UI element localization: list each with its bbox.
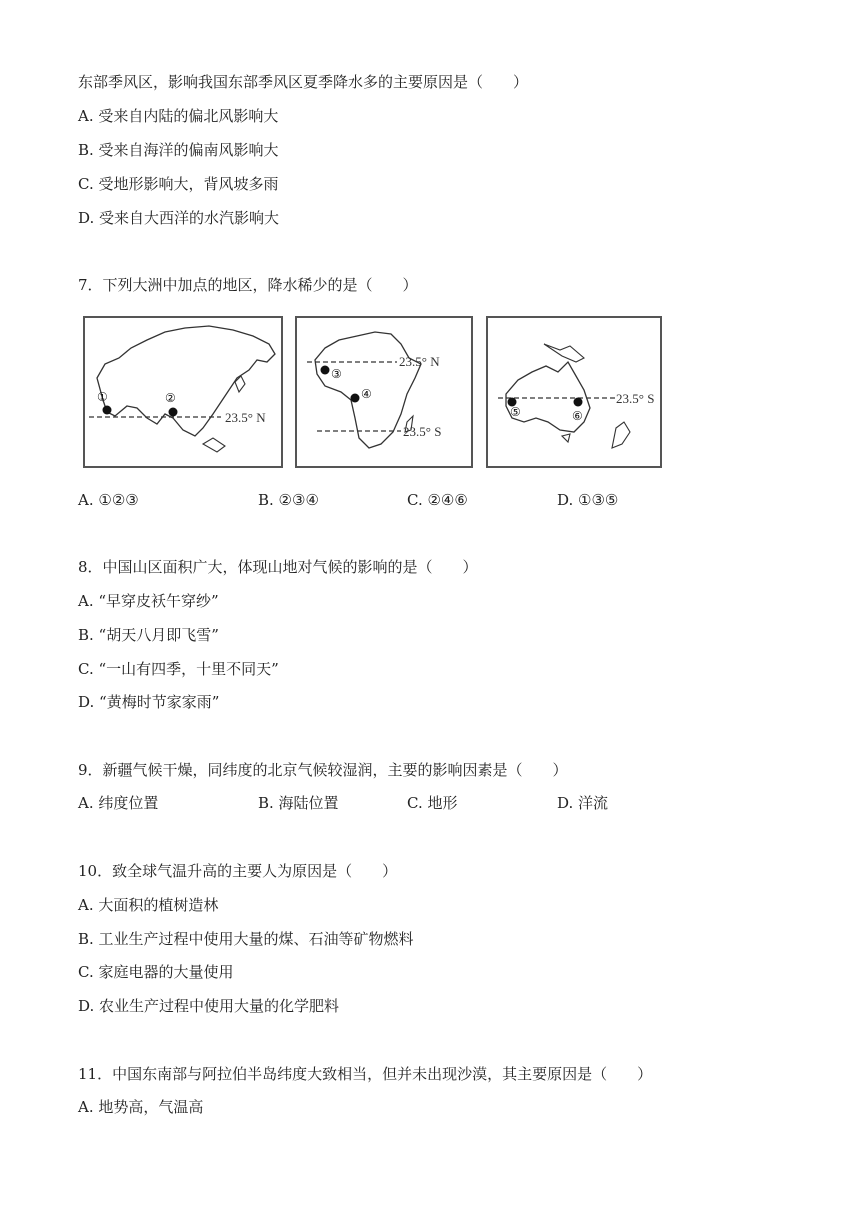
point-5-label: ⑤: [510, 405, 521, 419]
q10-option-a: A. 大面积的植树造林: [78, 896, 219, 914]
q11-option-a: A. 地势高，气温高: [78, 1098, 204, 1116]
point-4-dot: [351, 394, 360, 403]
new-zealand: [612, 422, 630, 448]
tasmania: [562, 434, 570, 442]
point-6-dot: [574, 398, 583, 407]
new-guinea: [544, 344, 584, 362]
indonesia-islands: [203, 438, 225, 452]
q10-option-b: B. 工业生产过程中使用大量的煤、石油等矿物燃料: [78, 930, 414, 948]
point-6-label: ⑥: [572, 409, 583, 423]
q10-option-d: D. 农业生产过程中使用大量的化学肥料: [78, 997, 340, 1015]
point-4-label: ④: [361, 387, 372, 401]
q8-option-d: D. “黄梅时节家家雨”: [78, 693, 220, 711]
q7-option-d: D. ①③⑤: [557, 491, 619, 509]
q10-stem: 10．致全球气温升高的主要人为原因是（ ）: [78, 862, 398, 880]
q6-option-d: D. 受来自大西洋的水汽影响大: [78, 209, 280, 227]
oceania-lat-label: 23.5° S: [616, 391, 655, 406]
point-1-label: ①: [97, 390, 108, 404]
q7-options: [0, 490, 860, 510]
q8-stem: 8．中国山区面积广大，体现山地对气候的影响的是（ ）: [78, 558, 478, 576]
point-2-dot: [169, 408, 178, 417]
q9-option-a: A. 纬度位置: [78, 794, 159, 812]
q9-option-b: B. 海陆位置: [258, 794, 339, 812]
q7-stem: 7．下列大洲中加点的地区，降水稀少的是（ ）: [78, 276, 418, 294]
q8-option-c: C. “一山有四季，十里不同天”: [78, 660, 279, 678]
q7-option-a: A. ①②③: [78, 491, 139, 509]
q9-stem: 9．新疆气候干燥，同纬度的北京气候较湿润，主要的影响因素是（ ）: [78, 761, 568, 779]
africa-map: [295, 316, 473, 468]
oceania-map: [486, 316, 662, 468]
point-3-dot: [321, 366, 330, 375]
q8-option-a: A. “早穿皮袄午穿纱”: [78, 592, 219, 610]
q6-stem: 东部季风区，影响我国东部季风区夏季降水多的主要原因是（ ）: [78, 73, 529, 91]
point-2-label: ②: [165, 391, 176, 405]
q9-option-c: C. 地形: [407, 794, 458, 812]
q9-options: [0, 793, 860, 813]
q6-option-a: A. 受来自内陆的偏北风影响大: [78, 107, 279, 125]
asia-map: [83, 316, 283, 468]
q11-stem: 11．中国东南部与阿拉伯半岛纬度大致相当，但并未出现沙漠，其主要原因是（ ）: [78, 1065, 653, 1083]
africa-lat-s-label: 23.5° S: [403, 424, 442, 439]
q8-option-b: B. “胡天八月即飞雪”: [78, 626, 219, 644]
q6-option-c: C. 受地形影响大，背风坡多雨: [78, 175, 279, 193]
q7-option-c: C. ②④⑥: [407, 491, 468, 509]
q10-option-c: C. 家庭电器的大量使用: [78, 963, 234, 981]
q7-option-b: B. ②③④: [258, 491, 319, 509]
point-1-dot: [103, 406, 112, 415]
africa-lat-n-label: 23.5° N: [399, 354, 440, 369]
q6-option-b: B. 受来自海洋的偏南风影响大: [78, 141, 279, 159]
q9-option-d: D. 洋流: [557, 794, 609, 812]
asia-lat-label: 23.5° N: [225, 410, 266, 425]
point-3-label: ③: [331, 367, 342, 381]
